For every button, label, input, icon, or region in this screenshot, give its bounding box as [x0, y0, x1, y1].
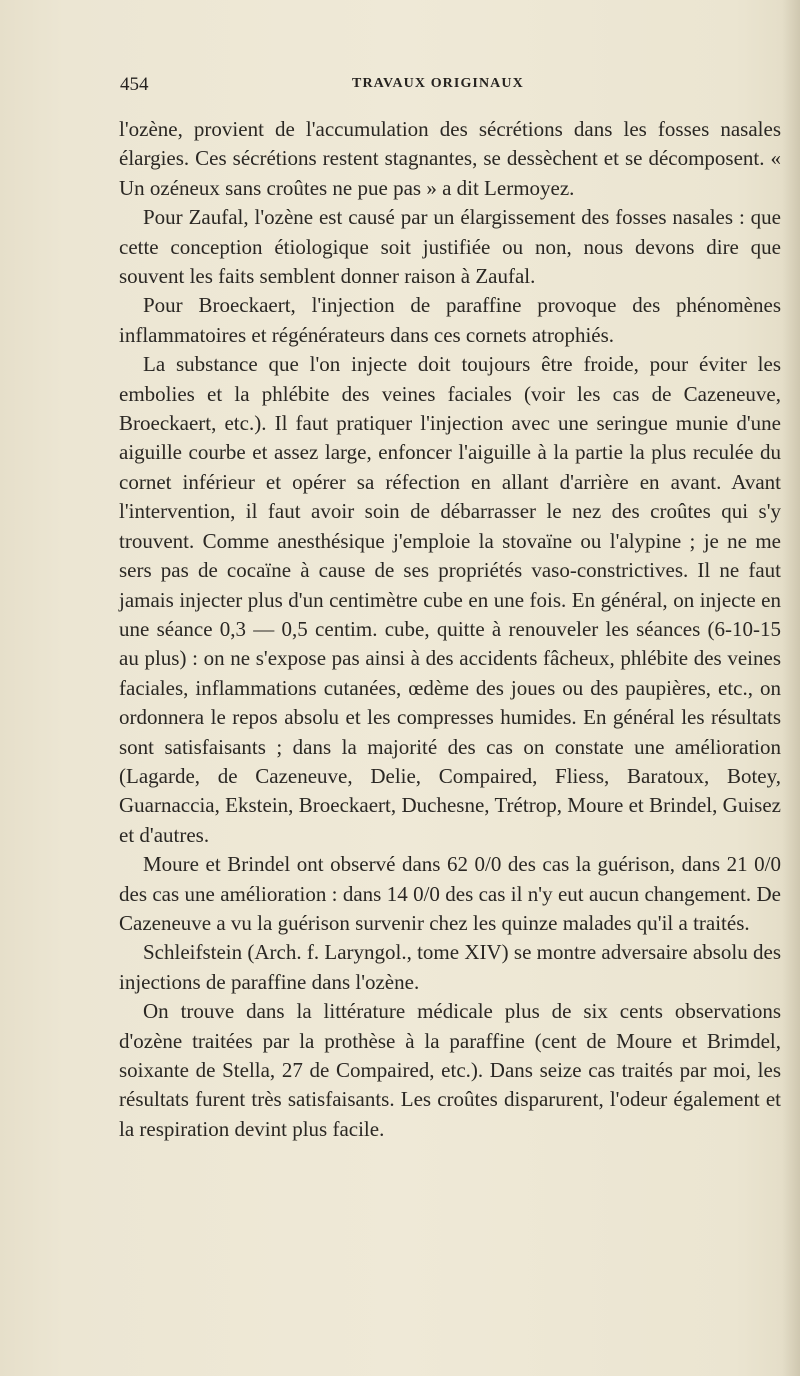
paragraph-6: Schleifstein (Arch. f. Laryngol., tome XIV) se montre adversaire absolu des injections de paraffine dans l'ozène.	[119, 940, 781, 994]
paragraph-4: La substance que l'on injecte doit toujours être froide, pour éviter les embolies et la phlébite des veines faciales (voir les cas de Cazeneuve, Broeckaert, etc.). Il faut pratiquer l'injection avec une seringue munie d'une aiguille courbe et assez large, enfoncer l'aiguille à la partie la plus reculée du cornet inférieur et opérer sa réfection en allant d'arrière en avant. Avant l'intervention, il faut avoir soin de débarrasser le nez des croûtes qui s'y trouvent. Comme anesthésique j'emploie la stovaïne ou l'alypine ; je ne me sers pas de cocaïne à cause de ses propriétés vaso-constrictives. Il ne faut jamais injecter plus d'un centimètre cube en une fois. En général, on injecte en une séance 0,3 — 0,5 centim. cube, quitte à renouveler les séances (6-10-15 au plus) : on ne s'expose pas ainsi à des accidents fâcheux, phlébite des veines faciales, inflammations cutanées, œdème des joues ou des paupières, etc., on ordonnera le repos absolu et les compresses humides. En général les résultats sont satisfaisants ; dans la majorité des cas on constate une amélioration (Lagarde, de Cazeneuve, Delie, Compaired, Fliess, Baratoux, Botey, Guarnaccia, Ekstein, Broeckaert, Duchesne, Trétrop, Moure et Brindel, Guisez et d'autres.	[119, 352, 781, 847]
paragraph-2: Pour Zaufal, l'ozène est causé par un élargissement des fosses nasales : que cette conception étiologique soit justifiée ou non, nous devons dire que souvent les faits semblent donner raison à Zaufal.	[119, 205, 781, 289]
page-number: 454	[120, 74, 149, 95]
page-edge-shadow	[782, 0, 800, 1376]
paragraph-3: Pour Broeckaert, l'injection de paraffine provoque des phénomènes inflammatoires et régénérateurs dans ces cornets atrophiés.	[119, 293, 781, 347]
body-text	[119, 115, 781, 1144]
paragraph-7: On trouve dans la littérature médicale plus de six cents observations d'ozène traitées par la prothèse à la paraffine (cent de Moure et Brimdel, soixante de Stella, 27 de Compaired, etc.). Dans seize cas traités par moi, les résultats furent très satisfaisants. Les croûtes disparurent, l'odeur également et la respiration devint plus facile.	[119, 999, 781, 1141]
page-header	[120, 74, 780, 100]
paragraph-1: l'ozène, provient de l'accumulation des sécrétions dans les fosses nasales élargies. Ces sécrétions restent stagnantes, se dessèchent et se décomposent. « Un ozéneux sans croûtes ne pue pas » a dit Lermoyez.	[119, 117, 781, 200]
running-head: TRAVAUX ORIGINAUX	[352, 76, 524, 91]
paragraph-5: Moure et Brindel ont observé dans 62 0/0 des cas la guérison, dans 21 0/0 des cas une amélioration : dans 14 0/0 des cas il n'y eut aucun changement. De Cazeneuve a vu la guérison survenir chez les quinze malades qu'il a traités.	[119, 852, 781, 935]
